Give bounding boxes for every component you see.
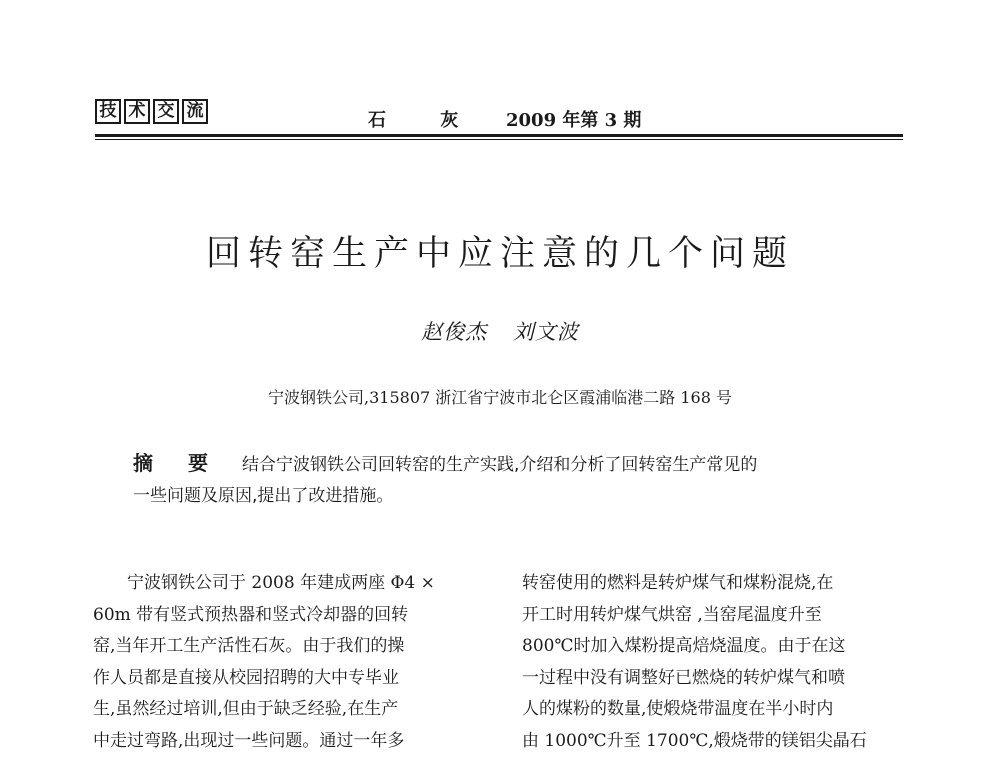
body-column-right [522, 568, 907, 757]
body-line: 一过程中没有调整好已燃烧的转炉煤气和喷 [522, 667, 845, 688]
issue-number: 2009 年第 3 期 [506, 110, 642, 131]
body-line: 生,虽然经过培训,但由于缺乏经验,在生产 [93, 699, 399, 719]
section-tag-char: 术 [124, 99, 150, 124]
body-line: 转窑使用的燃料是转炉煤气和煤粉混烧,在 [522, 573, 834, 593]
affiliation: 宁波钢铁公司,315807 浙江省宁波市北仑区霞浦临港二路 168 号 [268, 388, 732, 407]
authors: 赵俊杰 刘文波 [421, 320, 579, 344]
section-tag-char: 技 [95, 99, 121, 124]
body-line: 窑,当年开工生产活性石灰。由于我们的操 [93, 636, 405, 656]
body-line: 开工时用转炉煤气烘窑 ,当窑尾温度升至 [522, 604, 822, 625]
section-tag-char: 交 [153, 99, 179, 124]
section-tag [95, 99, 208, 124]
body-line: 由 1000℃升至 1700℃,煅烧带的镁铝尖晶石 [522, 730, 867, 751]
abstract-text: 一些问题及原因,提出了改进措施。 [133, 486, 394, 506]
section-tag-char: 流 [182, 99, 208, 124]
abstract-line [133, 448, 893, 481]
abstract-label: 摘 要 [133, 451, 222, 475]
body-line: 人的煤粉的数量,使煅烧带温度在半小时内 [522, 699, 834, 719]
body-column-left [93, 568, 488, 757]
body-line: 宁波钢铁公司于 2008 年建成两座 Φ4 × [127, 573, 435, 593]
abstract [133, 448, 893, 512]
journal-name: 石 灰 [368, 110, 483, 131]
body-line: 中走过弯路,出现过一些问题。通过一年多 [93, 730, 405, 751]
body-line: 60m 带有竖式预热器和竖式冷却器的回转 [93, 604, 409, 625]
header-rule-thick [95, 134, 903, 137]
header-rule-thin [95, 139, 903, 140]
paper-title: 回转窑生产中应注意的几个问题 [205, 234, 794, 274]
body-line: 800℃时加入煤粉提高焙烧温度。由于在这 [522, 636, 846, 656]
abstract-text: 结合宁波钢铁公司回转窑的生产实践,介绍和分析了回转窑生产常见的 [241, 455, 758, 475]
body-line: 作人员都是直接从校园招聘的大中专毕业 [93, 667, 399, 688]
